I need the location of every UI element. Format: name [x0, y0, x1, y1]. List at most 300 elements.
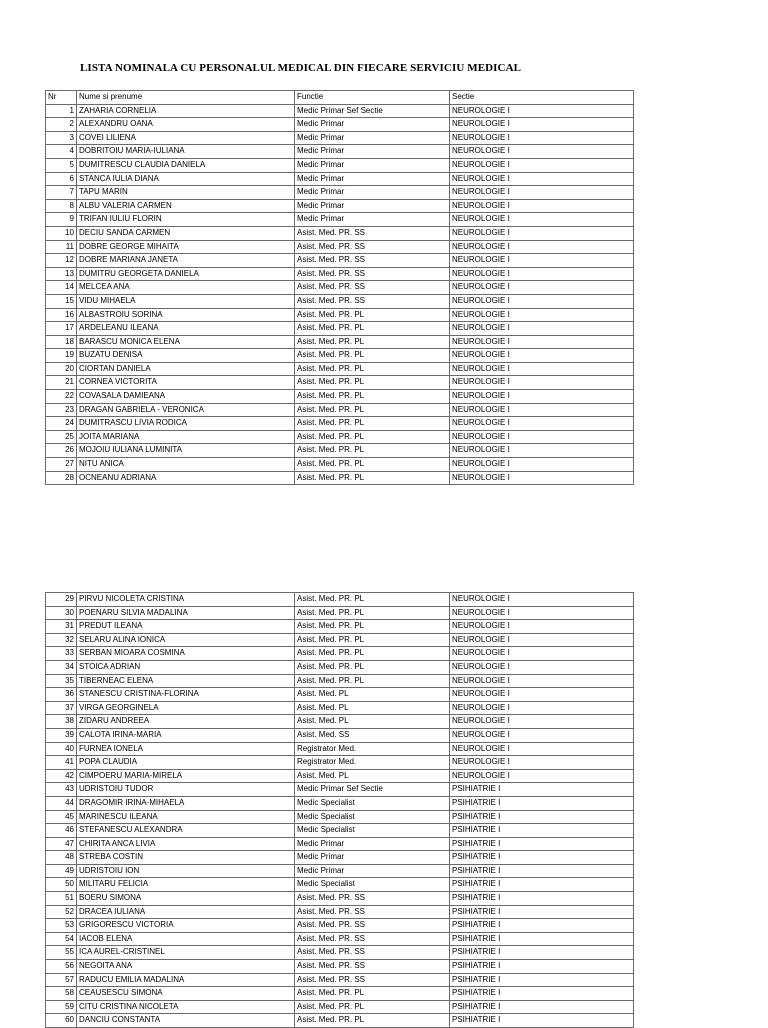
row-function: Medic Specialist	[295, 878, 450, 892]
table-row	[46, 960, 634, 974]
row-nr: 33	[46, 647, 77, 661]
row-nr: 49	[46, 864, 77, 878]
staff-table-part-1	[45, 90, 634, 485]
row-nr: 1	[46, 104, 77, 118]
row-nr: 53	[46, 919, 77, 933]
row-section: NEUROLOGIE I	[450, 633, 634, 647]
row-function: Asist. Med. PR. SS	[295, 973, 450, 987]
row-nr: 2	[46, 118, 77, 132]
table-row	[46, 213, 634, 227]
row-section: PSIHIATRIE I	[450, 973, 634, 987]
table-row	[46, 362, 634, 376]
table-row	[46, 606, 634, 620]
row-section: NEUROLOGIE I	[450, 417, 634, 431]
row-name: MARINESCU ILEANA	[77, 810, 295, 824]
row-section: NEUROLOGIE I	[450, 322, 634, 336]
table-row	[46, 851, 634, 865]
row-name: ZAHARIA CORNELIA	[77, 104, 295, 118]
row-section: NEUROLOGIE I	[450, 131, 634, 145]
row-section: PSIHIATRIE I	[450, 987, 634, 1001]
row-name: VIDU MIHAELA	[77, 294, 295, 308]
row-function: Medic Primar	[295, 864, 450, 878]
row-function: Asist. Med. PR. PL	[295, 593, 450, 607]
row-name: DUMITRU GEORGETA DANIELA	[77, 267, 295, 281]
row-section: NEUROLOGIE I	[450, 240, 634, 254]
row-function: Asist. Med. PR. SS	[295, 960, 450, 974]
row-function: Asist. Med. PR. PL	[295, 458, 450, 472]
row-function: Asist. Med. PR. PL	[295, 606, 450, 620]
row-name: STANCA IULIA DIANA	[77, 172, 295, 186]
row-nr: 13	[46, 267, 77, 281]
row-nr: 40	[46, 742, 77, 756]
row-section: NEUROLOGIE I	[450, 254, 634, 268]
table-row	[46, 742, 634, 756]
row-function: Medic Primar	[295, 199, 450, 213]
row-nr: 50	[46, 878, 77, 892]
row-nr: 25	[46, 430, 77, 444]
row-function: Asist. Med. PR. PL	[295, 660, 450, 674]
row-name: SELARU ALINA IONICA	[77, 633, 295, 647]
table-row	[46, 756, 634, 770]
row-nr: 37	[46, 701, 77, 715]
row-function: Medic Primar	[295, 186, 450, 200]
table-row	[46, 660, 634, 674]
row-function: Medic Specialist	[295, 796, 450, 810]
row-section: NEUROLOGIE I	[450, 458, 634, 472]
row-section: NEUROLOGIE I	[450, 226, 634, 240]
row-nr: 41	[46, 756, 77, 770]
row-function: Asist. Med. PR. PL	[295, 1000, 450, 1014]
row-section: NEUROLOGIE I	[450, 158, 634, 172]
table-row	[46, 946, 634, 960]
row-function: Medic Primar	[295, 837, 450, 851]
row-nr: 45	[46, 810, 77, 824]
row-name: CEAUSESCU SIMONA	[77, 987, 295, 1001]
row-nr: 5	[46, 158, 77, 172]
row-function: Medic Primar	[295, 131, 450, 145]
row-name: ZIDARU ANDREEA	[77, 715, 295, 729]
row-name: NITU ANICA	[77, 458, 295, 472]
row-name: NEGOITA ANA	[77, 960, 295, 974]
row-name: TRIFAN IULIU FLORIN	[77, 213, 295, 227]
row-nr: 56	[46, 960, 77, 974]
row-name: RADUCU EMILIA MADALINA	[77, 973, 295, 987]
row-function: Asist. Med. PR. PL	[295, 390, 450, 404]
row-section: NEUROLOGIE I	[450, 430, 634, 444]
row-name: UDRISTOIU ION	[77, 864, 295, 878]
row-name: MELCEA ANA	[77, 281, 295, 295]
row-name: ALBASTROIU SORINA	[77, 308, 295, 322]
row-name: STANESCU CRISTINA-FLORINA	[77, 688, 295, 702]
row-name: CHIRITA ANCA LIVIA	[77, 837, 295, 851]
row-nr: 51	[46, 892, 77, 906]
row-section: PSIHIATRIE I	[450, 824, 634, 838]
row-nr: 44	[46, 796, 77, 810]
table-row	[46, 335, 634, 349]
row-function: Asist. Med. PR. PL	[295, 471, 450, 485]
row-name: DUMITRASCU LIVIA RODICA	[77, 417, 295, 431]
row-section: NEUROLOGIE I	[450, 376, 634, 390]
row-nr: 48	[46, 851, 77, 865]
table-row	[46, 158, 634, 172]
row-nr: 21	[46, 376, 77, 390]
table-row	[46, 620, 634, 634]
row-section: NEUROLOGIE I	[450, 606, 634, 620]
row-function: Asist. Med. PR. SS	[295, 905, 450, 919]
table-row	[46, 674, 634, 688]
row-nr: 34	[46, 660, 77, 674]
row-function: Asist. Med. PR. SS	[295, 281, 450, 295]
row-name: DRAGAN GABRIELA - VERONICA	[77, 403, 295, 417]
row-nr: 23	[46, 403, 77, 417]
table-row	[46, 199, 634, 213]
row-name: POPA CLAUDIA	[77, 756, 295, 770]
row-nr: 18	[46, 335, 77, 349]
row-function: Asist. Med. PR. SS	[295, 946, 450, 960]
table-row	[46, 444, 634, 458]
row-section: PSIHIATRIE I	[450, 837, 634, 851]
header-function: Functie	[295, 91, 450, 105]
row-function: Medic Primar	[295, 145, 450, 159]
row-nr: 12	[46, 254, 77, 268]
row-nr: 46	[46, 824, 77, 838]
row-function: Asist. Med. PR. SS	[295, 294, 450, 308]
table-row	[46, 267, 634, 281]
table-row	[46, 118, 634, 132]
row-function: Medic Primar	[295, 213, 450, 227]
row-function: Asist. Med. PR. PL	[295, 987, 450, 1001]
row-name: PIRVU NICOLETA CRISTINA	[77, 593, 295, 607]
table-row	[46, 390, 634, 404]
table-row	[46, 417, 634, 431]
table-row	[46, 403, 634, 417]
table-row	[46, 1014, 634, 1028]
row-nr: 29	[46, 593, 77, 607]
row-nr: 20	[46, 362, 77, 376]
row-function: Medic Primar Sef Sectie	[295, 104, 450, 118]
row-name: CIORTAN DANIELA	[77, 362, 295, 376]
row-section: PSIHIATRIE I	[450, 796, 634, 810]
row-nr: 22	[46, 390, 77, 404]
table-row	[46, 688, 634, 702]
table-row	[46, 837, 634, 851]
row-function: Medic Primar Sef Sectie	[295, 783, 450, 797]
table-row	[46, 919, 634, 933]
row-function: Asist. Med. PR. PL	[295, 633, 450, 647]
table-row	[46, 701, 634, 715]
row-function: Asist. Med. PR. PL	[295, 1014, 450, 1028]
table-row	[46, 226, 634, 240]
row-section: NEUROLOGIE I	[450, 688, 634, 702]
row-nr: 9	[46, 213, 77, 227]
table-row	[46, 769, 634, 783]
row-nr: 59	[46, 1000, 77, 1014]
table-row	[46, 878, 634, 892]
row-nr: 42	[46, 769, 77, 783]
row-section: NEUROLOGIE I	[450, 267, 634, 281]
table-row	[46, 281, 634, 295]
row-nr: 55	[46, 946, 77, 960]
table-row	[46, 728, 634, 742]
table-row	[46, 810, 634, 824]
row-section: PSIHIATRIE I	[450, 1000, 634, 1014]
row-section: PSIHIATRIE I	[450, 878, 634, 892]
table-row	[46, 647, 634, 661]
row-name: ARDELEANU ILEANA	[77, 322, 295, 336]
row-section: NEUROLOGIE I	[450, 701, 634, 715]
row-name: STEFANESCU ALEXANDRA	[77, 824, 295, 838]
row-function: Asist. Med. PR. SS	[295, 919, 450, 933]
row-name: PREDUT ILEANA	[77, 620, 295, 634]
table-row	[46, 430, 634, 444]
row-nr: 27	[46, 458, 77, 472]
row-section: NEUROLOGIE I	[450, 728, 634, 742]
row-nr: 24	[46, 417, 77, 431]
row-section: NEUROLOGIE I	[450, 647, 634, 661]
row-name: CITU CRISTINA NICOLETA	[77, 1000, 295, 1014]
row-function: Asist. Med. PR. PL	[295, 430, 450, 444]
row-function: Asist. Med. PR. SS	[295, 892, 450, 906]
row-section: PSIHIATRIE I	[450, 851, 634, 865]
row-function: Asist. Med. PR. PL	[295, 647, 450, 661]
row-function: Asist. Med. PR. PL	[295, 620, 450, 634]
row-section: NEUROLOGIE I	[450, 756, 634, 770]
row-section: NEUROLOGIE I	[450, 403, 634, 417]
row-section: NEUROLOGIE I	[450, 335, 634, 349]
table-row	[46, 1000, 634, 1014]
table-row	[46, 131, 634, 145]
row-section: PSIHIATRIE I	[450, 783, 634, 797]
row-nr: 31	[46, 620, 77, 634]
table-row	[46, 254, 634, 268]
table-row	[46, 892, 634, 906]
row-name: DRAGOMIR IRINA-MIHAELA	[77, 796, 295, 810]
row-function: Asist. Med. PR. PL	[295, 376, 450, 390]
row-name: COVASALA DAMIEANA	[77, 390, 295, 404]
row-name: MOJOIU IULIANA LUMINITA	[77, 444, 295, 458]
table-row	[46, 349, 634, 363]
row-nr: 10	[46, 226, 77, 240]
row-nr: 14	[46, 281, 77, 295]
row-name: DOBRE MARIANA JANETA	[77, 254, 295, 268]
header-nr: Nr	[46, 91, 77, 105]
row-name: MILITARU FELICIA	[77, 878, 295, 892]
table-row	[46, 458, 634, 472]
table-row	[46, 104, 634, 118]
row-nr: 54	[46, 932, 77, 946]
row-name: DECIU SANDA CARMEN	[77, 226, 295, 240]
row-name: DRACEA IULIANA	[77, 905, 295, 919]
row-section: NEUROLOGIE I	[450, 620, 634, 634]
row-nr: 17	[46, 322, 77, 336]
row-nr: 52	[46, 905, 77, 919]
row-section: NEUROLOGIE I	[450, 213, 634, 227]
row-function: Asist. Med. PR. PL	[295, 335, 450, 349]
row-name: GRIGORESCU VICTORIA	[77, 919, 295, 933]
row-section: NEUROLOGIE I	[450, 769, 634, 783]
row-function: Asist. Med. PR. SS	[295, 932, 450, 946]
row-section: PSIHIATRIE I	[450, 905, 634, 919]
row-function: Asist. Med. PR. SS	[295, 240, 450, 254]
row-function: Asist. Med. PR. SS	[295, 254, 450, 268]
row-section: NEUROLOGIE I	[450, 593, 634, 607]
row-nr: 47	[46, 837, 77, 851]
row-section: PSIHIATRIE I	[450, 1014, 634, 1028]
table-row	[46, 294, 634, 308]
table-row	[46, 593, 634, 607]
row-function: Medic Specialist	[295, 824, 450, 838]
row-function: Asist. Med. PR. PL	[295, 674, 450, 688]
document-title: LISTA NOMINALA CU PERSONALUL MEDICAL DIN FIECARE SERVICIU MEDICAL	[80, 62, 522, 74]
row-nr: 11	[46, 240, 77, 254]
row-section: NEUROLOGIE I	[450, 742, 634, 756]
row-function: Asist. Med. PL	[295, 715, 450, 729]
row-nr: 32	[46, 633, 77, 647]
row-function: Medic Specialist	[295, 810, 450, 824]
row-name: FURNEA IONELA	[77, 742, 295, 756]
row-name: BOERU SIMONA	[77, 892, 295, 906]
row-function: Asist. Med. PR. PL	[295, 349, 450, 363]
table-row	[46, 376, 634, 390]
row-function: Asist. Med. PR. SS	[295, 267, 450, 281]
row-function: Asist. Med. SS	[295, 728, 450, 742]
row-section: NEUROLOGIE I	[450, 172, 634, 186]
row-nr: 4	[46, 145, 77, 159]
row-function: Medic Primar	[295, 158, 450, 172]
row-nr: 60	[46, 1014, 77, 1028]
row-name: CORNEA VICTORITA	[77, 376, 295, 390]
table-row	[46, 322, 634, 336]
row-section: NEUROLOGIE I	[450, 715, 634, 729]
table-row	[46, 864, 634, 878]
table-row	[46, 987, 634, 1001]
row-section: NEUROLOGIE I	[450, 199, 634, 213]
row-name: ICA AUREL-CRISTINEL	[77, 946, 295, 960]
row-nr: 35	[46, 674, 77, 688]
row-section: NEUROLOGIE I	[450, 674, 634, 688]
row-function: Registrator Med.	[295, 742, 450, 756]
row-function: Medic Primar	[295, 118, 450, 132]
row-nr: 8	[46, 199, 77, 213]
table-row	[46, 783, 634, 797]
row-function: Asist. Med. PL	[295, 688, 450, 702]
table-row	[46, 824, 634, 838]
row-function: Asist. Med. PR. PL	[295, 362, 450, 376]
row-name: CALOTA IRINA-MARIA	[77, 728, 295, 742]
row-nr: 39	[46, 728, 77, 742]
row-section: PSIHIATRIE I	[450, 932, 634, 946]
row-nr: 19	[46, 349, 77, 363]
header-name: Nume si prenume	[77, 91, 295, 105]
row-nr: 7	[46, 186, 77, 200]
row-name: DANCIU CONSTANTA	[77, 1014, 295, 1028]
row-name: BARASCU MONICA ELENA	[77, 335, 295, 349]
row-nr: 36	[46, 688, 77, 702]
row-name: TIBERNEAC ELENA	[77, 674, 295, 688]
row-section: NEUROLOGIE I	[450, 444, 634, 458]
row-nr: 3	[46, 131, 77, 145]
staff-table-part-2	[45, 592, 634, 1028]
row-section: NEUROLOGIE I	[450, 471, 634, 485]
row-section: PSIHIATRIE I	[450, 864, 634, 878]
header-section: Sectie	[450, 91, 634, 105]
table-row	[46, 186, 634, 200]
row-name: DUMITRESCU CLAUDIA DANIELA	[77, 158, 295, 172]
row-name: POENARU SILVIA MADALINA	[77, 606, 295, 620]
row-function: Registrator Med.	[295, 756, 450, 770]
table-header-row	[46, 91, 634, 105]
table-row	[46, 796, 634, 810]
row-section: NEUROLOGIE I	[450, 390, 634, 404]
table-row	[46, 905, 634, 919]
row-section: PSIHIATRIE I	[450, 892, 634, 906]
row-nr: 58	[46, 987, 77, 1001]
row-name: VIRGA GEORGINELA	[77, 701, 295, 715]
row-name: BUZATU DENISA	[77, 349, 295, 363]
row-nr: 26	[46, 444, 77, 458]
row-function: Asist. Med. PR. PL	[295, 322, 450, 336]
row-name: ALEXANDRU OANA	[77, 118, 295, 132]
row-section: PSIHIATRIE I	[450, 960, 634, 974]
row-function: Asist. Med. PL	[295, 701, 450, 715]
row-name: TAPU MARIN	[77, 186, 295, 200]
table-row	[46, 471, 634, 485]
row-nr: 16	[46, 308, 77, 322]
row-section: NEUROLOGIE I	[450, 118, 634, 132]
row-section: PSIHIATRIE I	[450, 919, 634, 933]
row-name: UDRISTOIU TUDOR	[77, 783, 295, 797]
row-section: NEUROLOGIE I	[450, 308, 634, 322]
table-row	[46, 973, 634, 987]
row-section: PSIHIATRIE I	[450, 946, 634, 960]
row-name: DOBRITOIU MARIA-IULIANA	[77, 145, 295, 159]
row-section: NEUROLOGIE I	[450, 104, 634, 118]
row-section: NEUROLOGIE I	[450, 294, 634, 308]
row-function: Asist. Med. PR. PL	[295, 403, 450, 417]
row-section: NEUROLOGIE I	[450, 362, 634, 376]
table-row	[46, 633, 634, 647]
row-nr: 30	[46, 606, 77, 620]
row-function: Asist. Med. PR. PL	[295, 444, 450, 458]
row-name: OCNEANU ADRIANA	[77, 471, 295, 485]
row-name: JOITA MARIANA	[77, 430, 295, 444]
row-function: Asist. Med. PL	[295, 769, 450, 783]
row-name: ALBU VALERIA CARMEN	[77, 199, 295, 213]
row-nr: 38	[46, 715, 77, 729]
row-function: Asist. Med. PR. PL	[295, 417, 450, 431]
row-function: Medic Primar	[295, 851, 450, 865]
row-section: NEUROLOGIE I	[450, 660, 634, 674]
row-name: DOBRE GEORGE MIHAITA	[77, 240, 295, 254]
table-row	[46, 715, 634, 729]
row-name: STREBA COSTIN	[77, 851, 295, 865]
row-section: PSIHIATRIE I	[450, 810, 634, 824]
table-row	[46, 932, 634, 946]
table-row	[46, 308, 634, 322]
row-function: Asist. Med. PR. PL	[295, 308, 450, 322]
row-section: NEUROLOGIE I	[450, 349, 634, 363]
row-section: NEUROLOGIE I	[450, 186, 634, 200]
row-name: IACOB ELENA	[77, 932, 295, 946]
row-function: Asist. Med. PR. SS	[295, 226, 450, 240]
row-section: NEUROLOGIE I	[450, 281, 634, 295]
row-section: NEUROLOGIE I	[450, 145, 634, 159]
table-row	[46, 145, 634, 159]
row-name: SERBAN MIOARA COSMINA	[77, 647, 295, 661]
row-nr: 6	[46, 172, 77, 186]
row-name: STOICA ADRIAN	[77, 660, 295, 674]
row-name: CIMPOERU MARIA-MIRELA	[77, 769, 295, 783]
